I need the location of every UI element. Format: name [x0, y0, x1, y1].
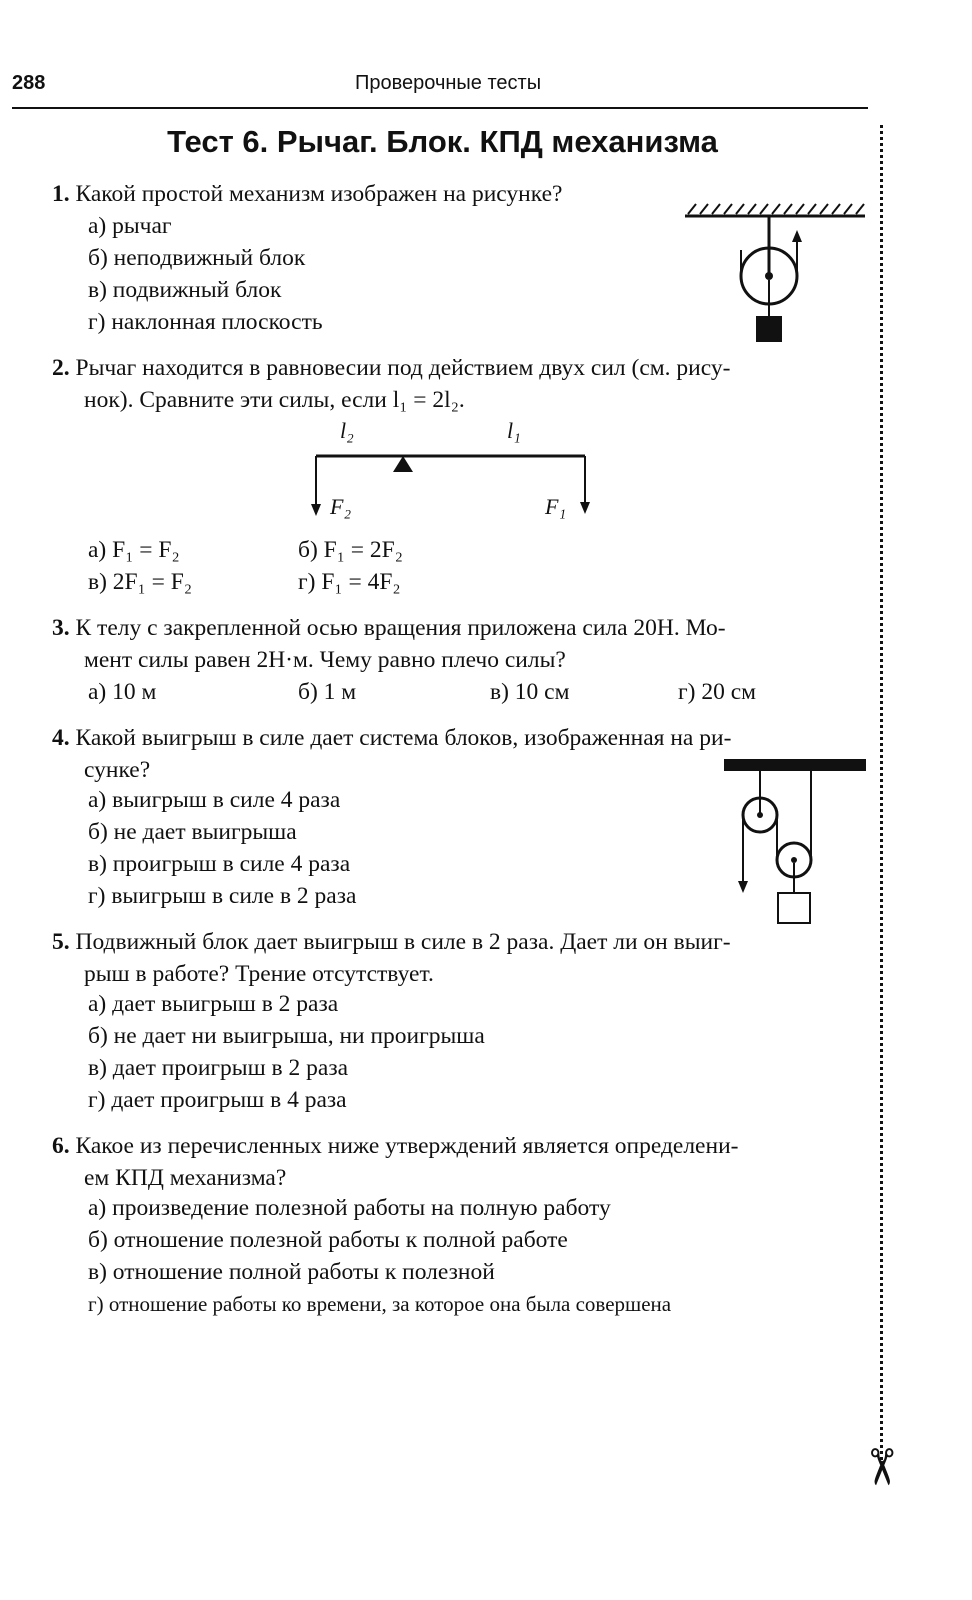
question-6: 6. Какое из перечисленных ниже утверждений является определени- ем КПД механизма?	[52, 1133, 739, 1191]
option-c: в) отношение полной работы к полезной	[88, 1259, 495, 1285]
options-q5	[88, 988, 485, 1116]
option-c: в) 10 см	[490, 679, 570, 705]
option-c: в) проигрыш в силе 4 раза	[88, 851, 351, 877]
question-4: 4. Какой выигрыш в силе дает система блоков, изображенная на ри- сунке?	[52, 725, 732, 783]
option-b: б) 1 м	[298, 679, 357, 705]
question-5: 5. Подвижный блок дает выигрыш в силе в 2 раза. Дает ли он выиг- рыш в работе? Трение отсутствует.	[52, 929, 731, 987]
label-f1: F₁	[545, 494, 567, 519]
test-title: Тест 6. Рычаг. Блок. КПД механизма	[167, 124, 718, 159]
options-q1	[88, 210, 323, 338]
option-b: б) F₁ = 2F₂	[298, 537, 403, 563]
option-b: б) неподвижный блок	[88, 245, 306, 271]
option-d: г) наклонная плоскость	[88, 309, 323, 335]
option-c: в) 2F₁ = F₂	[88, 569, 193, 595]
question-3: 3. К телу с закрепленной осью вращения приложена сила 20Н. Мо- мент силы равен 2Н·м. Чему равно плечо силы?	[52, 615, 726, 673]
pulley-system-figure	[720, 755, 870, 930]
cut-line	[880, 125, 883, 1460]
page-number: 288	[12, 72, 46, 94]
option-d: г) 20 см	[678, 679, 757, 705]
running-title: Проверочные тесты	[355, 72, 542, 94]
option-d: г) отношение работы ко времени, за которое она была совершена	[88, 1292, 672, 1316]
fixed-pulley-figure	[680, 198, 870, 348]
option-d: г) выигрыш в силе в 2 раза	[88, 883, 357, 909]
option-d: г) дает проигрыш в 4 раза	[88, 1087, 347, 1113]
option-b: б) не дает выигрыша	[88, 819, 297, 845]
options-q4	[88, 784, 356, 912]
option-c: в) подвижный блок	[88, 277, 282, 303]
option-c: в) дает проигрыш в 2 раза	[88, 1055, 349, 1081]
option-d: г) F₁ = 4F₂	[298, 569, 401, 595]
option-a: а) дает выигрыш в 2 раза	[88, 991, 339, 1017]
label-l1: l₁	[507, 418, 521, 443]
option-a: а) выигрыш в силе 4 раза	[88, 787, 341, 813]
option-a: а) 10 м	[88, 679, 157, 705]
option-a: а) произведение полезной работы на полную работу	[88, 1195, 611, 1221]
option-b: б) не дает ни выигрыша, ни проигрыша	[88, 1023, 485, 1049]
scissors-icon: ✂	[852, 1446, 909, 1488]
label-f2: F₂	[330, 494, 352, 519]
options-q6	[88, 1192, 671, 1320]
option-a: а) рычаг	[88, 213, 172, 239]
option-b: б) отношение полезной работы к полной работе	[88, 1227, 568, 1253]
header-rule	[12, 107, 868, 109]
question-1: 1. Какой простой механизм изображен на рисунке?	[52, 181, 563, 207]
label-l2: l₂	[340, 418, 354, 443]
option-a: а) F₁ = F₂	[88, 537, 180, 563]
question-2: 2. Рычаг находится в равновесии под действием двух сил (см. рису- нок). Сравните эти силы, если l₁ = 2l₂.	[52, 355, 731, 413]
